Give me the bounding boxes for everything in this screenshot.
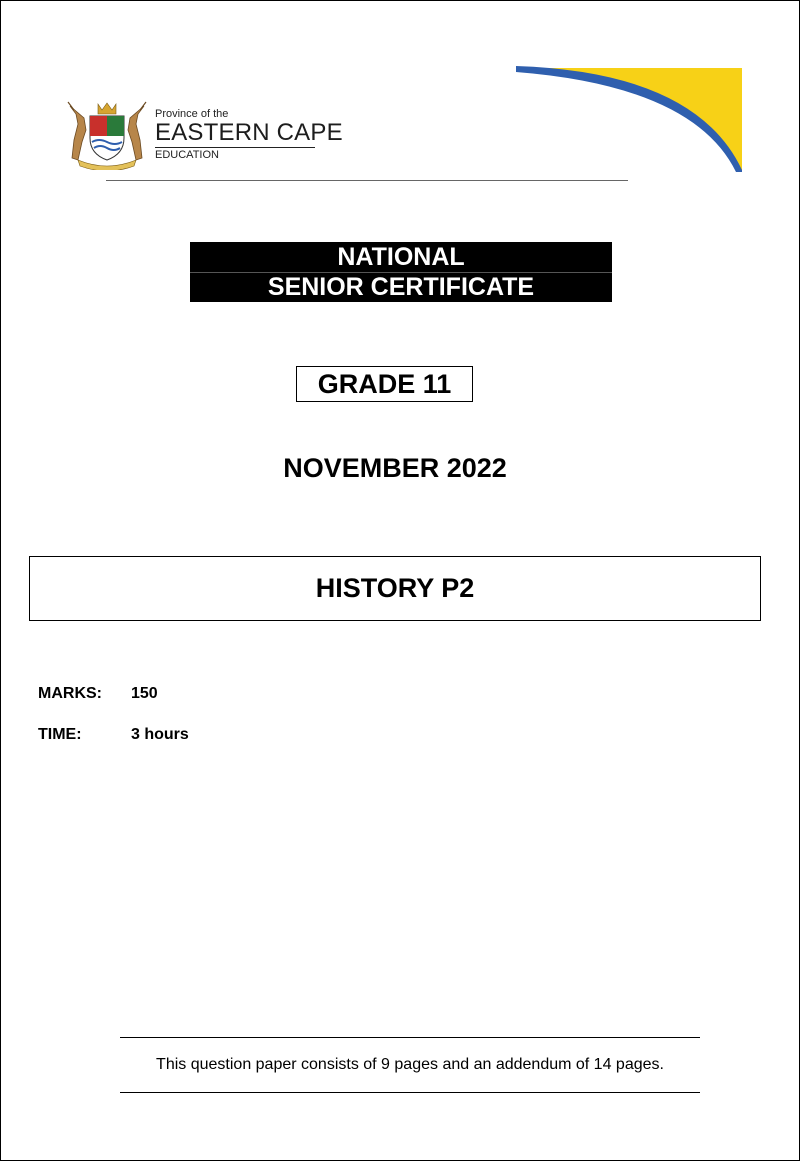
time-label: TIME:	[38, 726, 82, 743]
coat-of-arms-logo	[64, 100, 150, 170]
exam-date: NOVEMBER 2022	[283, 453, 507, 483]
header-swoosh-graphic	[516, 66, 742, 172]
header-rule	[106, 180, 628, 181]
marks-value: 150	[131, 685, 158, 702]
logo-eastern-cape-text: EASTERN CAPE	[155, 119, 343, 146]
time-value: 3 hours	[131, 726, 189, 743]
page-count-note: This question paper consists of 9 pages and an addendum of 14 pages.	[156, 1056, 664, 1073]
logo-education-text: EDUCATION	[155, 149, 219, 161]
department-logo-text	[155, 108, 343, 162]
time-row	[38, 725, 189, 745]
footer-rule-top	[120, 1037, 700, 1038]
grade-label: GRADE 11	[296, 366, 473, 402]
marks-row	[38, 684, 158, 704]
certificate-title-divider	[190, 272, 612, 273]
subject-title: HISTORY P2	[29, 556, 761, 621]
logo-province-text: Province of the	[155, 108, 229, 120]
footer-rule-bottom	[120, 1092, 700, 1093]
marks-label: MARKS:	[38, 685, 102, 702]
certificate-title-line1: NATIONAL	[337, 243, 465, 271]
certificate-title-line2: SENIOR CERTIFICATE	[267, 273, 535, 301]
